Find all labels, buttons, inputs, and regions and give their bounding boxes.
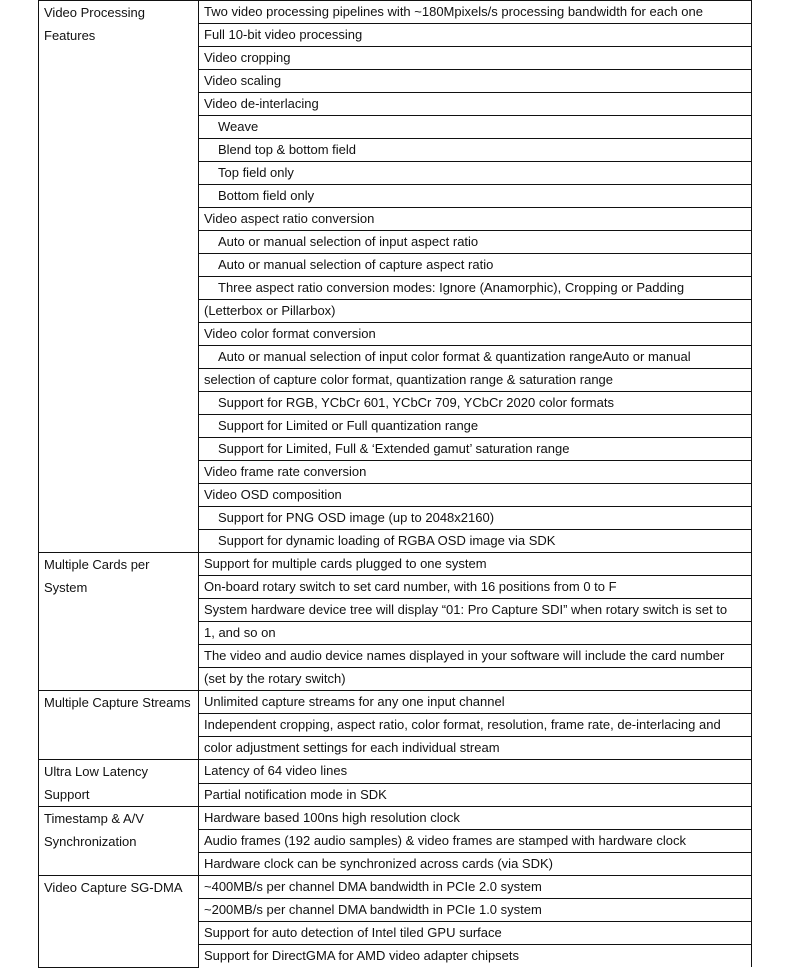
- category-cell: [39, 553, 199, 691]
- table-row: [39, 691, 752, 714]
- spec-table: [38, 0, 752, 968]
- feature-cell: Video OSD composition: [199, 484, 752, 507]
- table-row: [39, 760, 752, 784]
- category-label: Features: [44, 28, 96, 43]
- feature-cell: Video de-interlacing: [199, 93, 752, 116]
- feature-cell: (set by the rotary switch): [199, 668, 752, 691]
- feature-cell: The video and audio device names displayed in your software will include the card number: [199, 645, 752, 668]
- table-row: [39, 807, 752, 830]
- feature-cell: Weave: [199, 116, 752, 139]
- feature-cell: Latency of 64 video lines: [199, 760, 752, 784]
- feature-cell: color adjustment settings for each individual stream: [199, 737, 752, 760]
- feature-cell: Support for RGB, YCbCr 601, YCbCr 709, YCbCr 2020 color formats: [199, 392, 752, 415]
- feature-cell: Video frame rate conversion: [199, 461, 752, 484]
- category-label: System: [44, 580, 88, 595]
- category-cell: [39, 876, 199, 968]
- feature-cell: Unlimited capture streams for any one input channel: [199, 691, 752, 714]
- feature-cell: Video cropping: [199, 47, 752, 70]
- feature-cell: Support for auto detection of Intel tiled GPU surface: [199, 922, 752, 945]
- feature-cell: Auto or manual selection of input aspect ratio: [199, 231, 752, 254]
- category-label: Multiple Capture Streams: [44, 695, 191, 710]
- feature-cell: (Letterbox or Pillarbox): [199, 300, 752, 323]
- feature-cell: Bottom field only: [199, 185, 752, 208]
- feature-cell: Support for DirectGMA for AMD video adapter chipsets: [199, 945, 752, 968]
- category-label: Timestamp & A/V: [44, 811, 144, 826]
- feature-cell: Partial notification mode in SDK: [199, 783, 752, 807]
- feature-cell: System hardware device tree will display “01: Pro Capture SDI” when rotary switch is set to: [199, 599, 752, 622]
- category-label: Synchronization: [44, 834, 137, 849]
- category-cell: [39, 760, 199, 807]
- feature-cell: Full 10-bit video processing: [199, 24, 752, 47]
- feature-cell: ~200MB/s per channel DMA bandwidth in PCIe 1.0 system: [199, 899, 752, 922]
- feature-cell: 1, and so on: [199, 622, 752, 645]
- feature-cell: Independent cropping, aspect ratio, color format, resolution, frame rate, de-interlacing and: [199, 714, 752, 737]
- feature-cell: Three aspect ratio conversion modes: Ignore (Anamorphic), Cropping or Padding: [199, 277, 752, 300]
- table-row: [39, 876, 752, 899]
- category-label: Support: [44, 787, 90, 802]
- category-label: Video Processing: [44, 5, 145, 20]
- feature-cell: Video scaling: [199, 70, 752, 93]
- feature-cell: Audio frames (192 audio samples) & video frames are stamped with hardware clock: [199, 830, 752, 853]
- feature-cell: Support for Limited or Full quantization range: [199, 415, 752, 438]
- category-label: Ultra Low Latency: [44, 764, 149, 779]
- category-label: Video Capture SG-DMA: [44, 880, 183, 895]
- feature-cell: Blend top & bottom field: [199, 139, 752, 162]
- table-row: [39, 1, 752, 24]
- category-cell: [39, 691, 199, 760]
- feature-cell: Support for PNG OSD image (up to 2048x2160): [199, 507, 752, 530]
- feature-cell: Support for Limited, Full & ‘Extended gamut’ saturation range: [199, 438, 752, 461]
- spec-table-body: [39, 1, 752, 968]
- feature-cell: Video aspect ratio conversion: [199, 208, 752, 231]
- feature-cell: Auto or manual selection of input color format & quantization rangeAuto or manual: [199, 346, 752, 369]
- feature-cell: selection of capture color format, quantization range & saturation range: [199, 369, 752, 392]
- category-cell: [39, 1, 199, 553]
- feature-cell: Support for dynamic loading of RGBA OSD image via SDK: [199, 530, 752, 553]
- category-label: Multiple Cards per: [44, 557, 150, 572]
- feature-cell: Support for multiple cards plugged to one system: [199, 553, 752, 576]
- feature-cell: Hardware clock can be synchronized across cards (via SDK): [199, 853, 752, 876]
- feature-cell: Hardware based 100ns high resolution clock: [199, 807, 752, 830]
- category-cell: [39, 807, 199, 876]
- feature-cell: Two video processing pipelines with ~180Mpixels/s processing bandwidth for each one: [199, 1, 752, 24]
- table-row: [39, 553, 752, 576]
- feature-cell: On-board rotary switch to set card number, with 16 positions from 0 to F: [199, 576, 752, 599]
- feature-cell: ~400MB/s per channel DMA bandwidth in PCIe 2.0 system: [199, 876, 752, 899]
- feature-cell: Auto or manual selection of capture aspect ratio: [199, 254, 752, 277]
- feature-cell: Video color format conversion: [199, 323, 752, 346]
- feature-cell: Top field only: [199, 162, 752, 185]
